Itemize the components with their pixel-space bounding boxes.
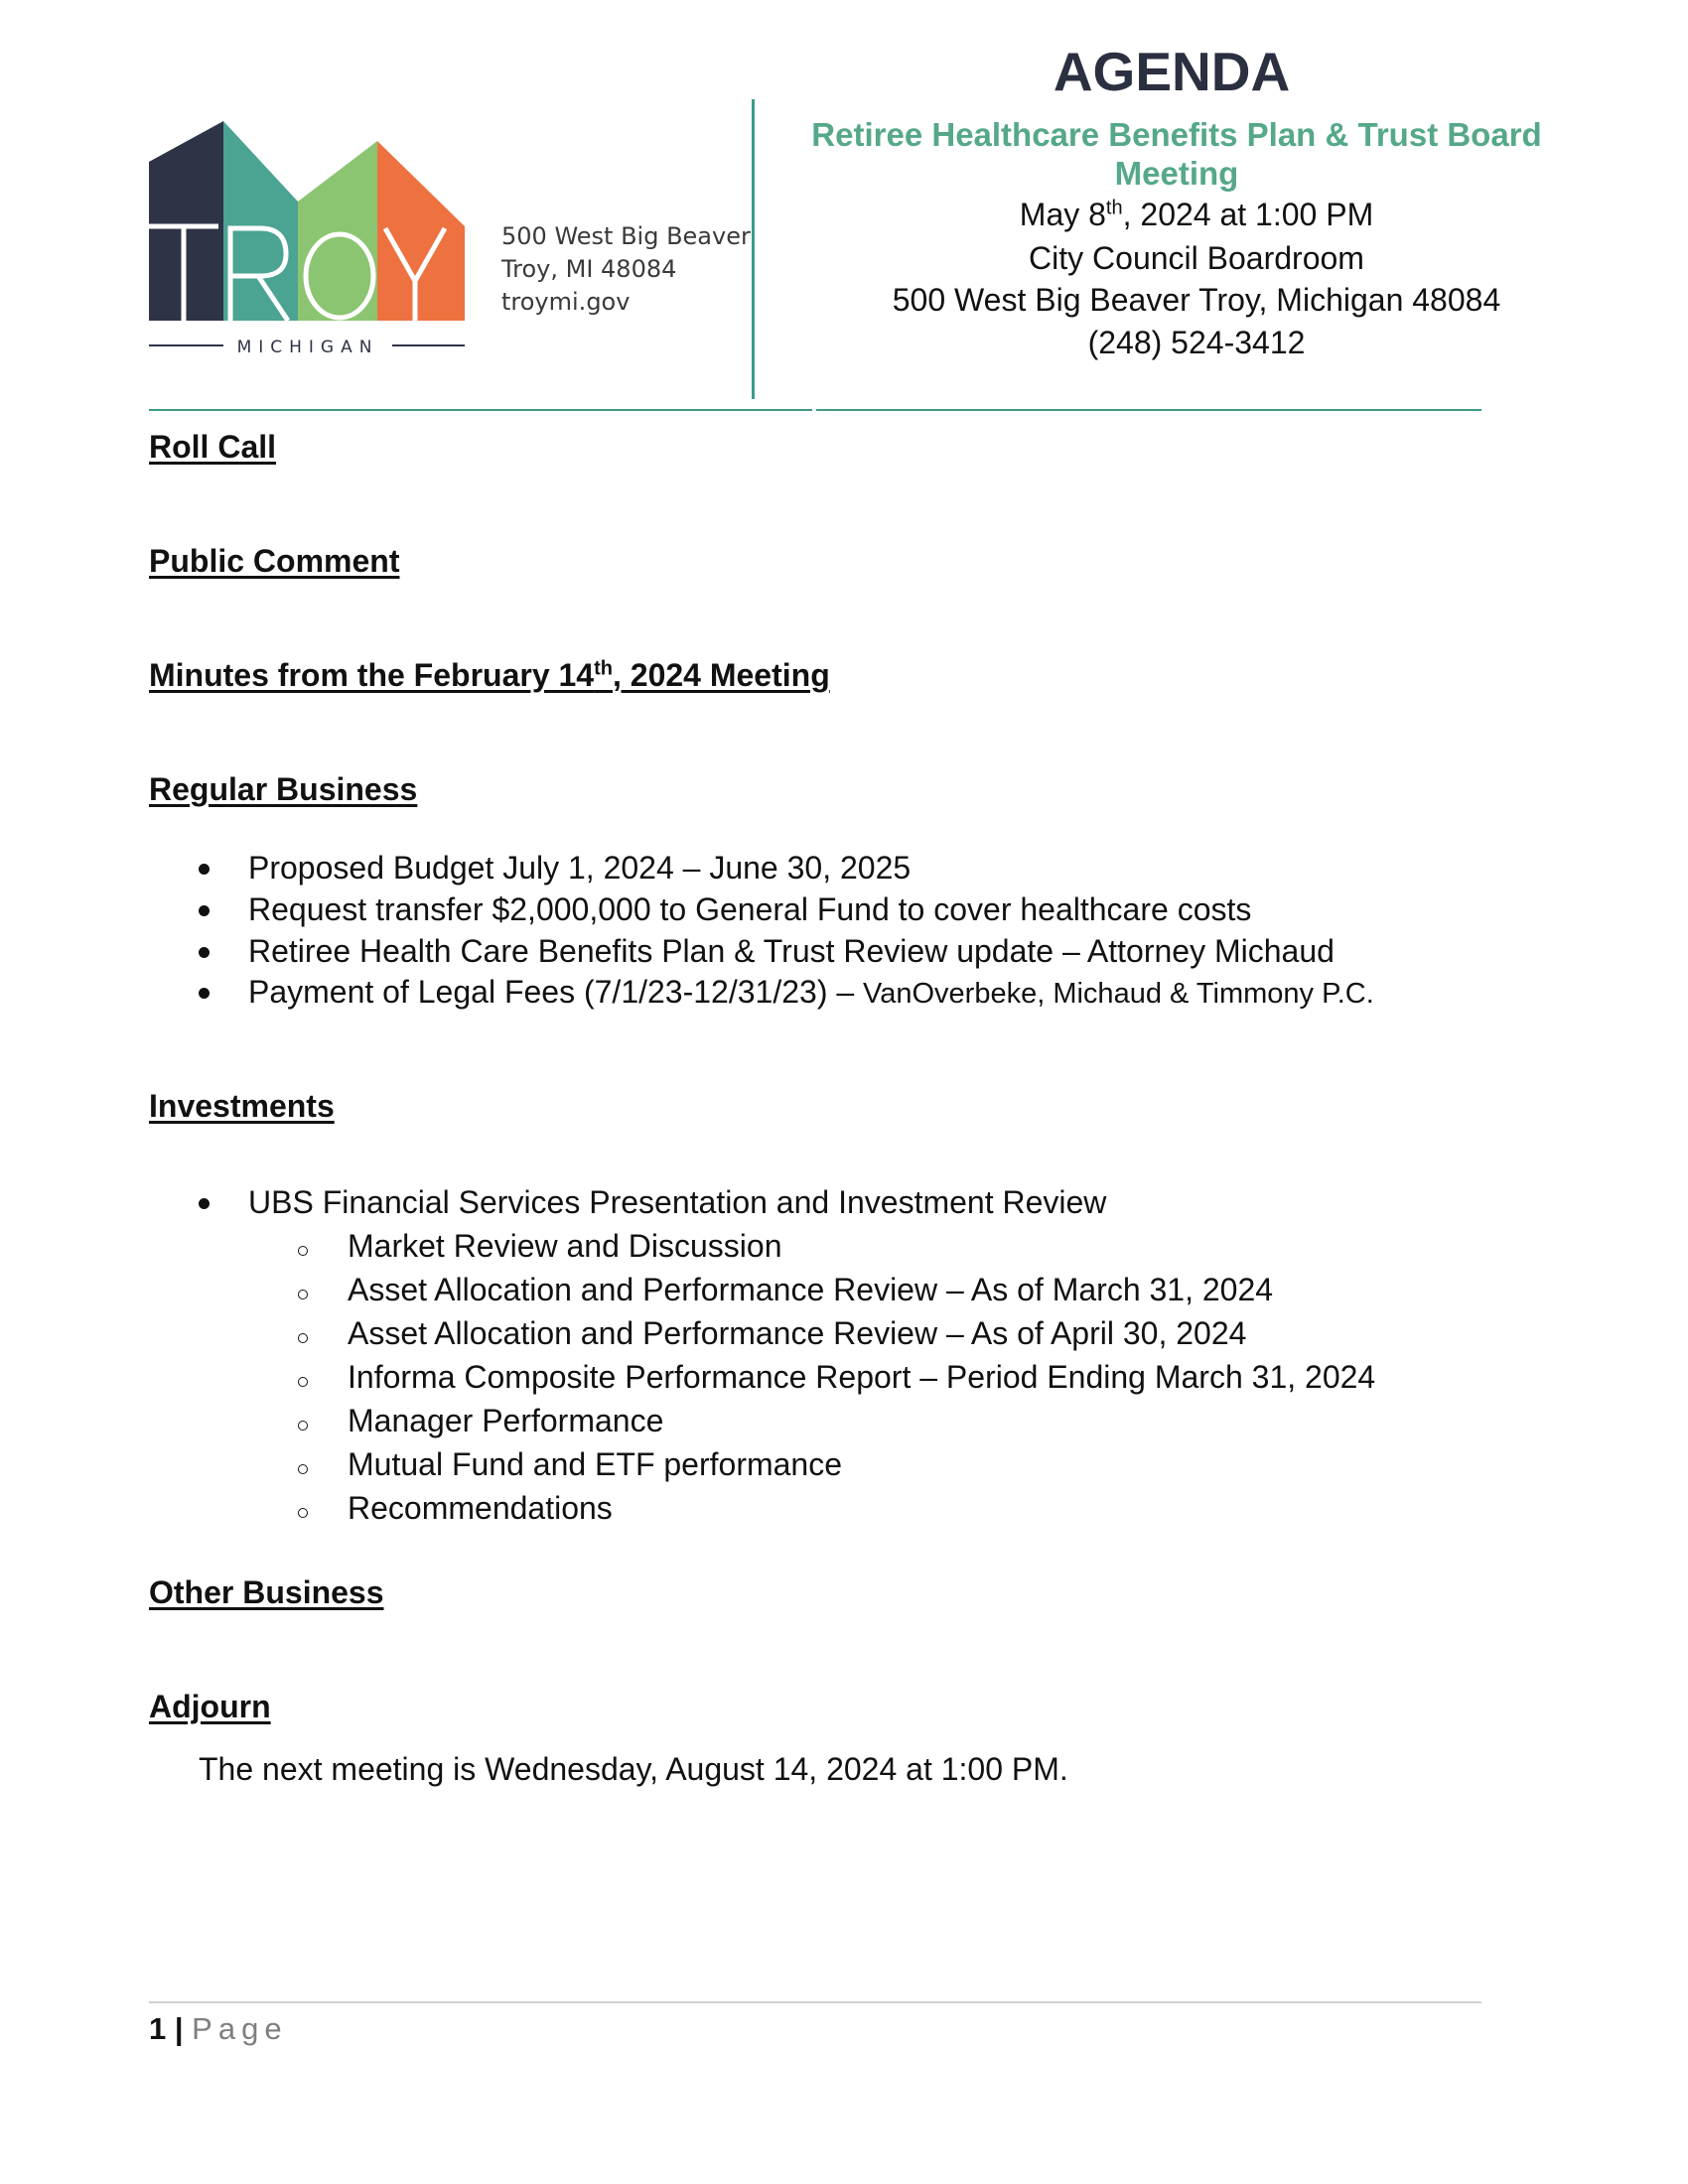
next-meeting-text: The next meeting is Wednesday, August 14, 2024 at 1:00 PM. (199, 1751, 1068, 1787)
logo-address-line2: Troy, MI 48084 (501, 255, 677, 283)
logo-address-block (501, 220, 751, 319)
hollow-bullet-icon (298, 1464, 308, 1474)
logo-state: MICHIGAN (236, 338, 379, 355)
bullet-icon (199, 988, 210, 999)
logo-house-teal (223, 121, 298, 321)
hollow-bullet-icon (298, 1377, 308, 1387)
law-firm-name: VanOverbeke, Michaud & Timmony P.C. (863, 978, 1374, 1010)
hollow-bullet-icon (298, 1508, 308, 1518)
meeting-phone: (248) 524-3412 (1087, 325, 1306, 360)
troy-logo (149, 117, 477, 355)
meeting-subtitle: Retiree Healthcare Benefits Plan & Trust Board Meeting (811, 116, 1542, 192)
section-public-comment: Public Comment (149, 543, 400, 579)
logo-house-orange (377, 141, 465, 321)
bullet-icon (199, 947, 210, 958)
hollow-bullet-icon (298, 1421, 308, 1431)
footer-rule (149, 2001, 1481, 2003)
hollow-bullet-icon (298, 1333, 308, 1343)
hollow-bullet-icon (298, 1290, 308, 1299)
page-label: Page (192, 2011, 288, 2046)
header-rule-left (149, 409, 812, 411)
meeting-location: City Council Boardroom (1029, 240, 1364, 276)
section-other-business: Other Business (149, 1574, 384, 1610)
hollow-bullet-icon (298, 1246, 308, 1256)
bullet-icon (199, 1198, 210, 1209)
logo-address-line1: 500 West Big Beaver (501, 222, 751, 250)
agenda-title: AGENDA (1053, 41, 1291, 102)
logo-website: troymi.gov (501, 288, 631, 316)
header-divider (752, 99, 755, 399)
section-roll-call: Roll Call (149, 429, 277, 465)
meeting-address: 500 West Big Beaver Troy, Michigan 48084 (892, 282, 1501, 318)
meeting-date: May 8th, 2024 at 1:00 PM (1019, 197, 1374, 232)
page-footer: 1 | Page (149, 2011, 288, 2046)
page-number: 1 (149, 2011, 167, 2046)
section-adjourn: Adjourn (149, 1689, 271, 1724)
bullet-icon (199, 864, 210, 875)
bullet-icon (199, 905, 210, 916)
section-regular-business: Regular Business (149, 771, 418, 807)
section-minutes: Minutes from the February 14th, 2024 Meeting (149, 657, 830, 693)
section-investments: Investments (149, 1088, 335, 1124)
header-rule-right (816, 409, 1481, 411)
